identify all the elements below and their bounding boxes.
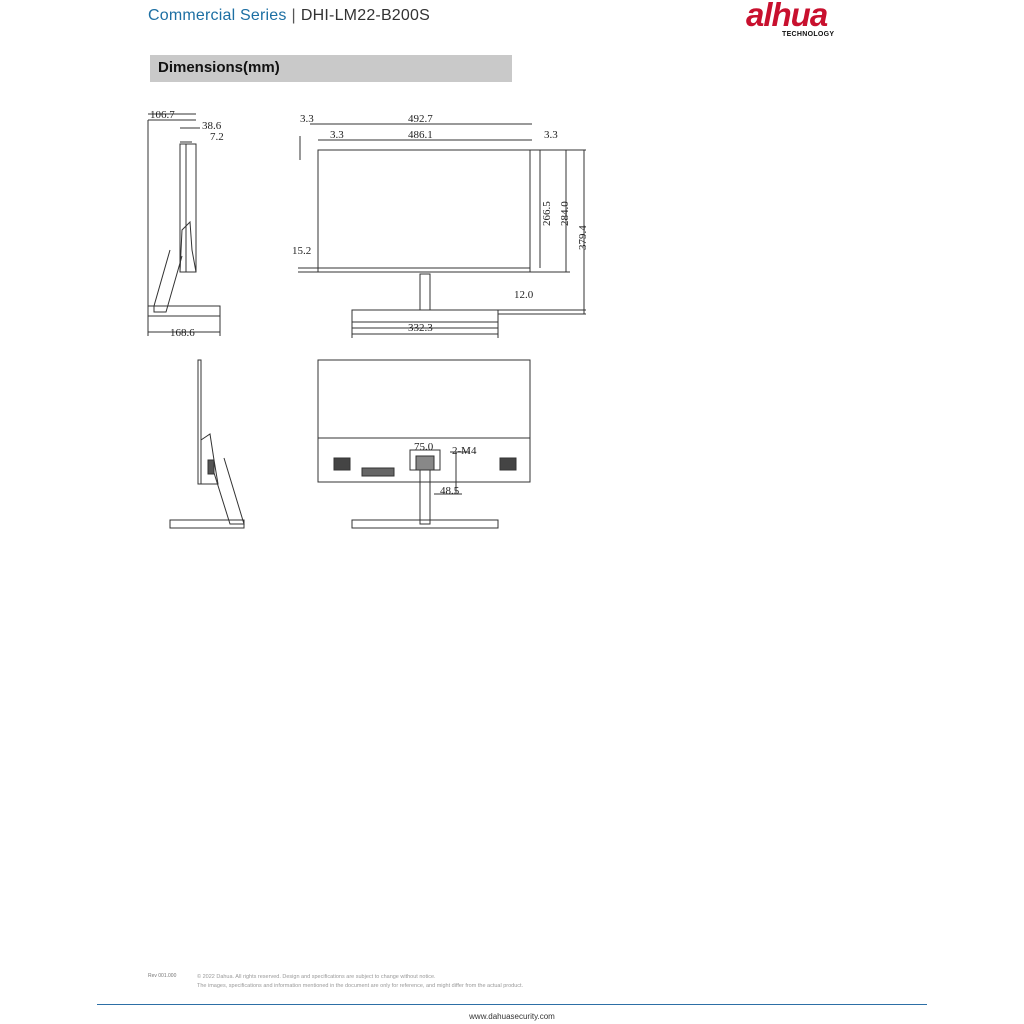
front-view	[298, 124, 586, 338]
label-active-width: 486.1	[408, 129, 433, 141]
logo-wordmark: alhua	[746, 0, 828, 33]
label-bottom-bezel: 15.2	[292, 245, 312, 257]
label-active-height: 266.5	[541, 201, 553, 226]
rear-side-view	[170, 360, 244, 528]
dahua-logo	[744, 0, 884, 44]
header-separator: |	[291, 7, 296, 24]
label-overall-width: 492.7	[408, 113, 433, 125]
model-number: DHI-LM22-B200S	[300, 7, 430, 24]
document-header	[148, 7, 430, 25]
label-base-depth: 168.6	[170, 327, 195, 339]
side-view	[148, 114, 220, 336]
copyright-text: © 2022 Dahua. All rights reserved. Design and specifications are subject to change without notice.	[197, 974, 436, 980]
label-bezel-depth: 7.2	[210, 131, 224, 143]
label-right-bezel: 3.3	[544, 129, 558, 141]
label-vesa-spacing: 75.0	[414, 441, 434, 453]
website-link[interactable]: www.dahuasecurity.com	[469, 1012, 555, 1021]
label-top-bezel: 3.3	[300, 113, 314, 125]
series-name: Commercial Series	[148, 7, 287, 24]
dimension-drawing	[140, 100, 600, 530]
label-left-bezel: 3.3	[330, 129, 344, 141]
section-title: Dimensions(mm)	[158, 59, 280, 76]
disclaimer-text: The images, specifications and information mentioned in the document are only for reference, and might differ from the actual product.	[197, 983, 524, 989]
label-top-depth: 106.7	[150, 109, 175, 121]
section-header	[150, 55, 512, 82]
revision-number: Rev 001.000	[148, 973, 177, 979]
footer-divider	[97, 1004, 927, 1005]
label-base-width: 332.3	[408, 322, 433, 334]
label-panel-height: 284.0	[559, 201, 571, 226]
logo-tagline: TECHNOLOGY	[782, 31, 835, 38]
label-base-height: 12.0	[514, 289, 534, 301]
legal-notice	[197, 973, 577, 991]
label-screw-spec: 2-M4	[452, 445, 477, 457]
label-panel-depth: 38.6	[202, 120, 222, 132]
label-overall-height: 379.4	[577, 225, 589, 250]
label-mount-offset: 48.5	[440, 485, 460, 497]
